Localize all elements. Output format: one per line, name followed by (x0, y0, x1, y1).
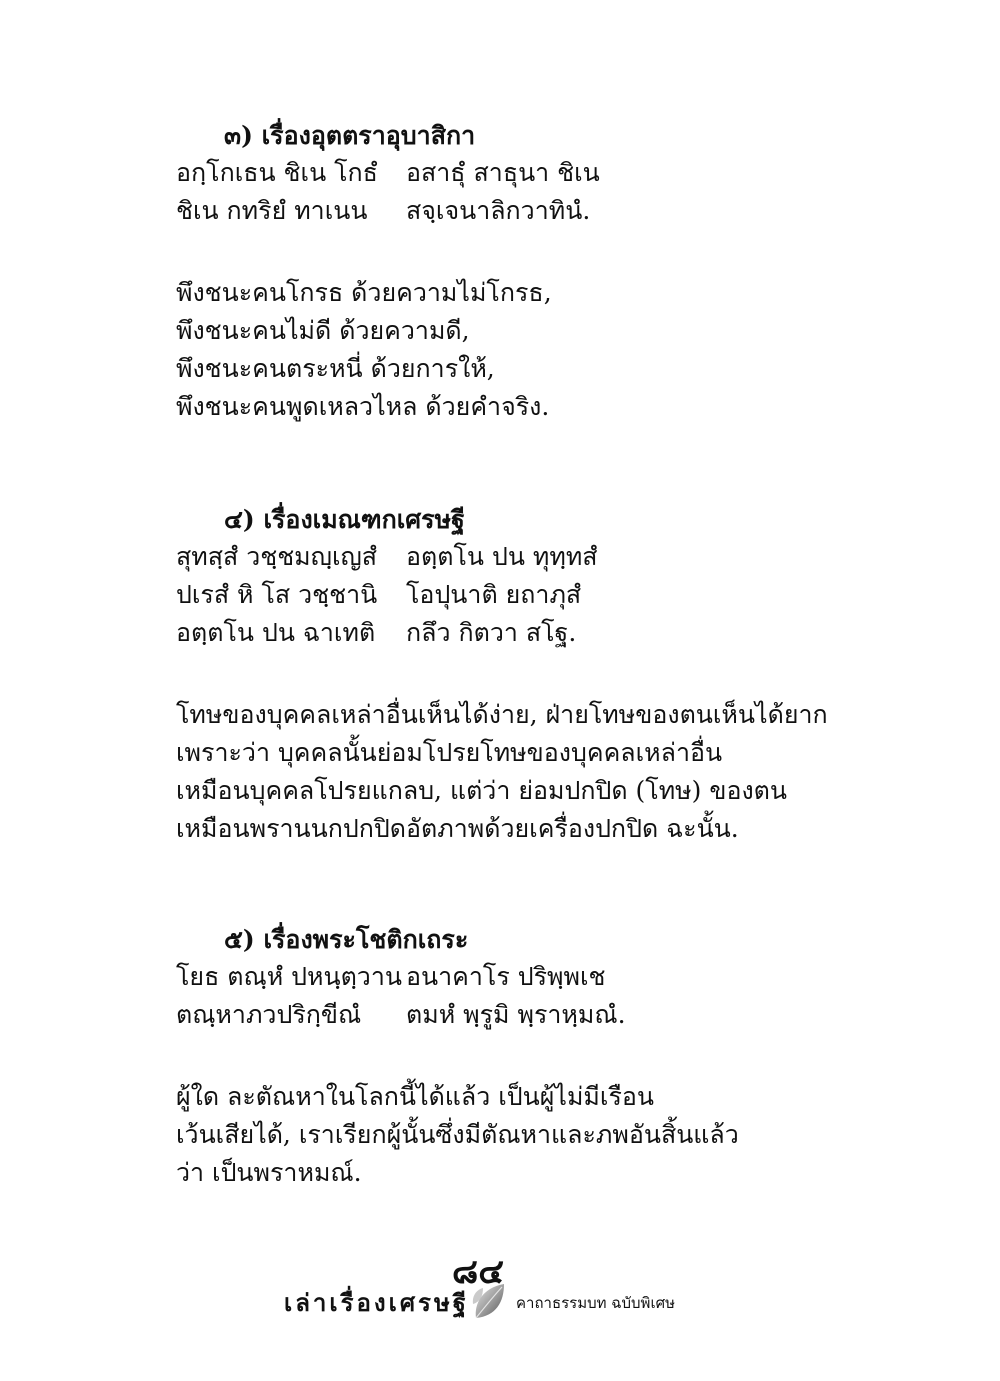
translation-line: ว่า เป็นพราหมณ์. (176, 1158, 362, 1187)
translation-line: เหมือนบุคคลโปรยแกลบ, แต่ว่า ย่อมปกปิด (โทษ) ของตน (176, 776, 787, 805)
verse-line (176, 192, 896, 230)
verse-first-half: ตณฺหาภวปริกฺขีณํ (176, 1000, 362, 1029)
verse-first-half: ปเรสํ หิ โส วชฺชานิ (176, 580, 378, 609)
page-number: ๘๔ (452, 1252, 504, 1292)
book-title: เล่าเรื่องเศรษฐี (284, 1288, 470, 1317)
verse-second-half: สจฺเจนาลิกวาทินํ. (406, 196, 591, 225)
translation-line: โทษของบุคคลเหล่าอื่นเห็นได้ง่าย, ฝ่ายโทษของตนเห็นได้ยาก (176, 700, 828, 729)
section-heading: ๕) เรื่องพระโชติกเถระ (224, 925, 469, 954)
verse-line (176, 614, 896, 652)
translation-line: พึงชนะคนตระหนี่ ด้วยการให้, (176, 354, 495, 383)
section-jotika (176, 922, 896, 1192)
translation-line: พึงชนะคนพูดเหลวไหล ด้วยคำจริง. (176, 392, 550, 421)
verse-line (176, 996, 896, 1034)
verse-line (176, 538, 896, 576)
section-heading: ๓) เรื่องอุตตราอุบาสิกา (224, 121, 476, 150)
translation-line: พึงชนะคนไม่ดี ด้วยความดี, (176, 316, 470, 345)
book-subtitle: คาถาธรรมบท ฉบับพิเศษ (516, 1294, 675, 1312)
verse-first-half: อตฺตโน ปน ฉาเทติ (176, 618, 376, 647)
translation-line: เหมือนพรานนกปกปิดอัตภาพด้วยเครื่องปกปิด ฉะนั้น. (176, 814, 739, 843)
verse-first-half: สุทสฺสํ วชฺชมญฺเญสํ (176, 542, 378, 571)
verse-second-half: ตมหํ พฺรูมิ พฺราหฺมณํ. (406, 1000, 626, 1029)
page-footer (0, 1252, 1000, 1332)
verse-first-half: ชิเน กทริยํ ทาเนน (176, 196, 368, 225)
verse-second-half: โอปุนาติ ยถาภุสํ (406, 580, 582, 609)
section-mendaka (176, 502, 896, 848)
verse-second-half: กลึว กิตวา สโฐ. (406, 618, 577, 647)
section-heading: ๔) เรื่องเมณฑกเศรษฐี (224, 505, 465, 534)
translation-line: พึงชนะคนโกรธ ด้วยความไม่โกรธ, (176, 278, 552, 307)
verse-first-half: อกฺโกเธน ชิเน โกธํ (176, 158, 378, 187)
verse-second-half: อสาธุํ สาธุนา ชิเน (406, 158, 600, 187)
section-uttara (176, 118, 896, 426)
leaf-icon (470, 1280, 508, 1324)
translation-line: ผู้ใด ละตัณหาในโลกนี้ได้แล้ว เป็นผู้ไม่มีเรือน (176, 1082, 654, 1111)
verse-second-half: อนาคาโร ปริพฺพเช (406, 962, 606, 991)
verse-first-half: โยธ ตณฺหํ ปหนฺตฺวาน (176, 962, 402, 991)
verse-second-half: อตฺตโน ปน ทุทฺทสํ (406, 542, 598, 571)
translation-line: เพราะว่า บุคคลนั้นย่อมโปรยโทษของบุคคลเหล่าอื่น (176, 738, 723, 767)
verse-line (176, 154, 896, 192)
verse-line (176, 576, 896, 614)
translation-line: เว้นเสียได้, เราเรียกผู้นั้นซึ่งมีตัณหาและภพอันสิ้นแล้ว (176, 1120, 739, 1149)
verse-line (176, 958, 896, 996)
